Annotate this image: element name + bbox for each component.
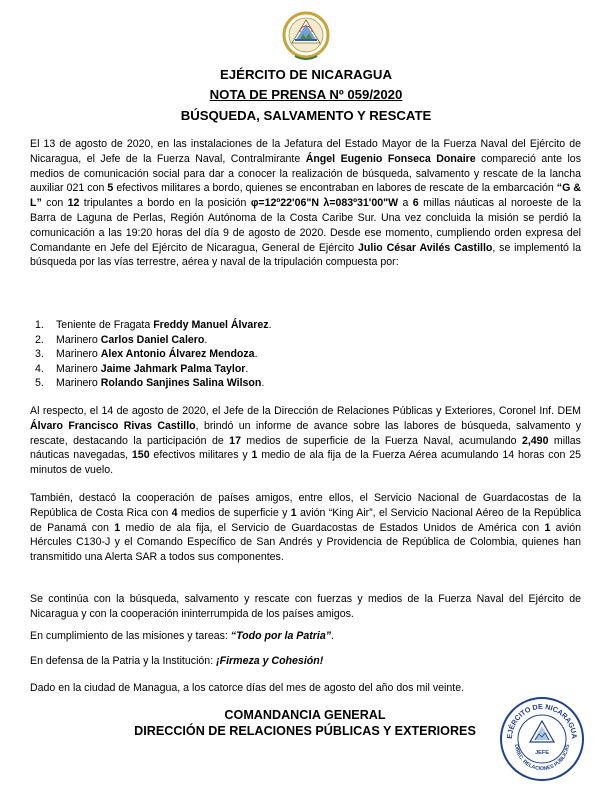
press-release-subject: BÚSQUEDA, SALVAMENTO Y RESCATE (180, 108, 432, 123)
press-release-number: NOTA DE PRENSA Nº 059/2020 (209, 87, 403, 102)
official-stamp-icon (499, 696, 585, 782)
signature-line-2: DIRECCIÓN DE RELACIONES PÚBLICAS Y EXTERIORES (134, 724, 476, 738)
list-item: 5. Marinero Rolando Sanjines Salina Wilson. (35, 377, 265, 390)
nicaragua-coat-of-arms-icon (281, 8, 331, 64)
list-item: 2. Marinero Carlos Daniel Calero. (35, 333, 208, 346)
paragraph-international-cooperation: También, destacó la cooperación de países amigos, entre ellos, el Servicio Nacional de Guardacostas de la República de Costa Rica con 4 medios de superficie y 1 avión “King Air”, el Servicio Nacional Aéreo de la República de Panamá con 1 medio de ala fija, el Servicio de Guardacostas de Estados Unidos de América con 1 avión Hércules C130-J y el Comando Específico de San Andrés y Providencia de República de Colombia, quienes han transmitido una Alerta SAR a todos sus componentes. (30, 492, 581, 564)
paragraph-incident: El 13 de agosto de 2020, en las instalaciones de la Jefatura del Estado Mayor de la Fuerza Naval del Ejército de Nicaragua, el Jefe de la Fuerza Naval, Contralmirante Ángel Eugenio Fonseca Donaire compareció ante los medios de comunicación social para dar a conocer la realización de búsqueda, salvamento y rescate de la lancha auxiliar 021 con 5 efectivos militares a bordo, quienes se encontraban en labores de rescate de la embarcación “G & L” con 12 tripulantes a bordo en la posición φ=12º22'06"N λ=083º31'00"W a 6 millas náuticas al noroeste de la Barra de Laguna de Perlas, Región Autónoma de la Costa Caribe Sur. Una vez concluida la misión se perdió la comunicación a las 19:20 horas del día 9 de agosto de 2020. Desde ese momento, cumpliendo orden expresa del Comandante en Jefe del Ejército de Nicaragua, General de Ejército Julio César Avilés Castillo, se implementó la búsqueda por las vías terrestre, aérea y naval de la tripulación compuesta por: (30, 138, 582, 269)
svg-text:DIREC. RELACIONES PÚBLICAS: DIREC. RELACIONES PÚBLICAS (512, 744, 571, 773)
paragraph-motto-defense: En defensa de la Patria y la Institución: ¡Firmeza y Cohesión! (30, 655, 324, 667)
paragraph-progress-report: Al respecto, el 14 de agosto de 2020, el Jefe de la Dirección de Relaciones Públicas y Exteriores, Coronel Inf. DEM Álvaro Francisco Rivas Castillo, brindó un informe de avance sobre las labores de búsqueda, salvamento y rescate, destacando la participación de 17 medios de superficie de la Fuerza Naval, acumulando 2,490 millas náuticas navegadas, 150 efectivos militares y 1 medio de ala fija de la Fuerza Aérea acumulando 14 horas con 25 minutos de vuelo. (30, 405, 581, 477)
paragraph-continuation: Se continúa con la búsqueda, salvamento y rescate con fuerzas y medios de la Fuerza Naval del Ejército de Nicaragua y con la cooperación ininterrumpida de los países amigos. (30, 593, 581, 620)
paragraph-motto-mission: En cumplimiento de las misiones y tareas: “Todo por la Patria”. (30, 630, 334, 642)
paragraph-dated: Dado en la ciudad de Managua, a los catorce días del mes de agosto del año dos mil veinte. (30, 682, 465, 694)
list-item: 4. Marinero Jaime Jahmark Palma Taylor. (35, 362, 249, 375)
svg-text:EJÉRCITO DE NICARAGUA: EJÉRCITO DE NICARAGUA (504, 701, 580, 740)
list-item: 1. Teniente de Fragata Freddy Manuel Álvarez. (35, 319, 272, 331)
signature-line-1: COMANDANCIA GENERAL (224, 708, 386, 722)
crew-list (30, 318, 581, 391)
list-item: 3. Marinero Alex Antonio Álvarez Mendoza. (35, 348, 258, 361)
svg-text:JEFE: JEFE (535, 750, 549, 756)
organization-title: EJÉRCITO DE NICARAGUA (220, 67, 392, 82)
